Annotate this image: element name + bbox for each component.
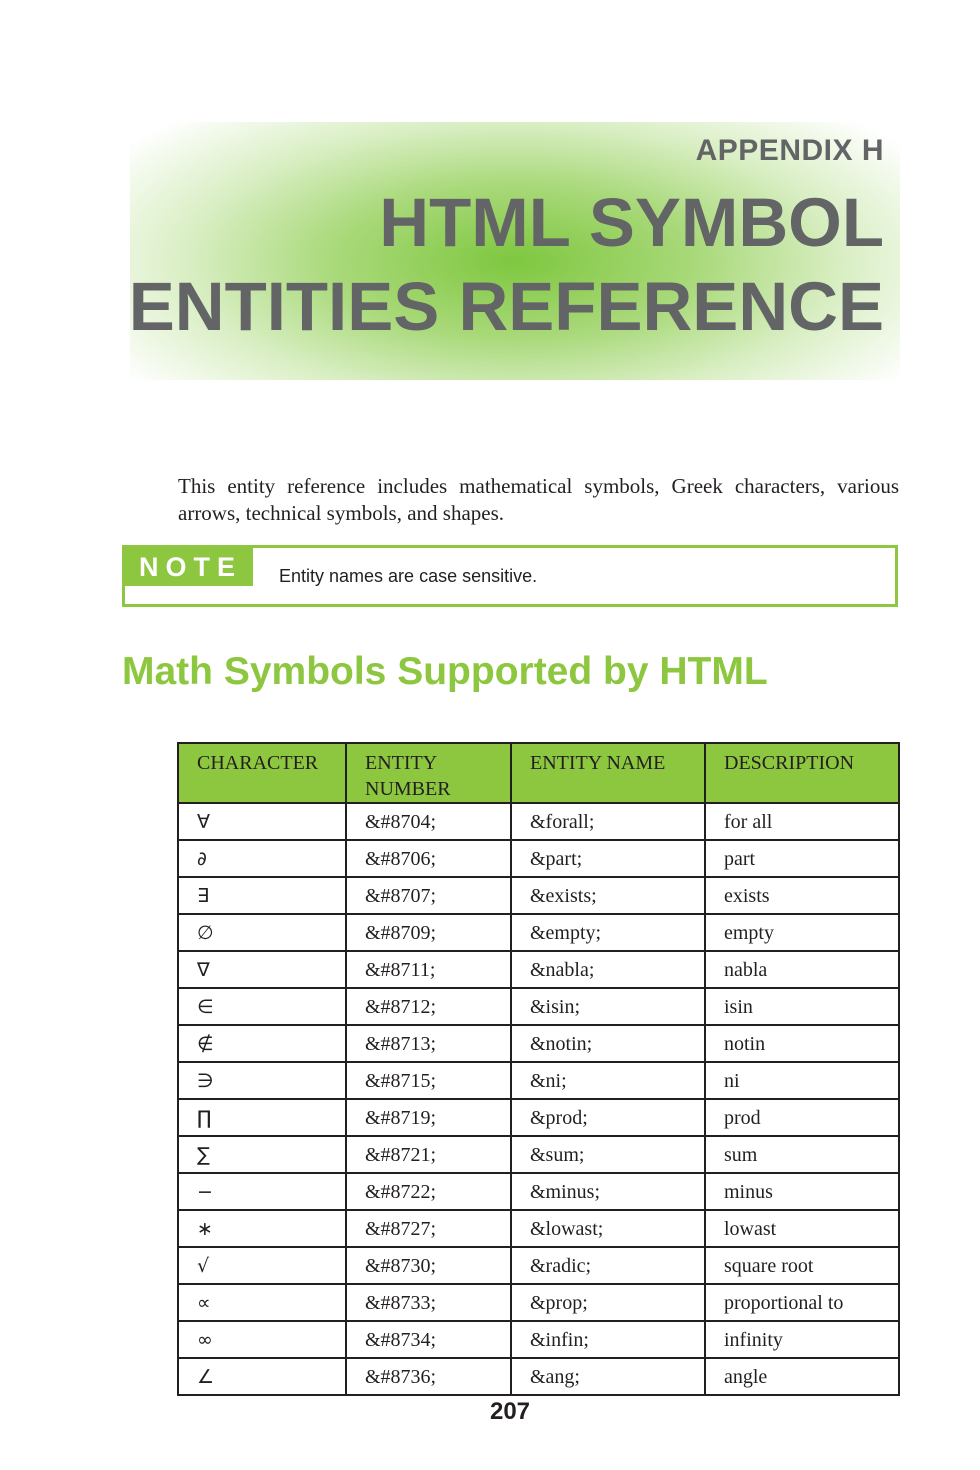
symbol-cell: ∃ <box>178 877 346 914</box>
entity-name-cell: &ni; <box>511 1062 705 1099</box>
entity-number-cell: &#8727; <box>346 1210 511 1247</box>
entity-number-cell: &#8704; <box>346 803 511 840</box>
description-cell: prod <box>705 1099 899 1136</box>
column-header-character: CHARACTER <box>178 743 346 803</box>
note-text: Entity names are case sensitive. <box>279 566 538 586</box>
table-row <box>178 1099 899 1136</box>
entity-number-cell: &#8722; <box>346 1173 511 1210</box>
description-cell: square root <box>705 1247 899 1284</box>
symbol-cell: ∏ <box>178 1099 346 1136</box>
table-body <box>178 803 899 1395</box>
entity-name-cell: &prod; <box>511 1099 705 1136</box>
entity-name-cell: &empty; <box>511 914 705 951</box>
intro-paragraph: This entity reference includes mathematical symbols, Greek characters, various arrows, technical symbols, and shapes. <box>178 474 899 525</box>
symbol-cell: ∋ <box>178 1062 346 1099</box>
entity-number-cell: &#8733; <box>346 1284 511 1321</box>
page-number: 207 <box>489 1398 531 1425</box>
table-row <box>178 1173 899 1210</box>
symbol-cell: √ <box>178 1247 346 1284</box>
description-cell: lowast <box>705 1210 899 1247</box>
page-title-line-2: ENTITIES REFERENCE <box>128 268 884 345</box>
table-row <box>178 840 899 877</box>
entity-name-cell: &radic; <box>511 1247 705 1284</box>
description-cell: part <box>705 840 899 877</box>
entity-number-cell: &#8707; <box>346 877 511 914</box>
math-symbols-table <box>177 742 900 1396</box>
symbol-cell: ∉ <box>178 1025 346 1062</box>
description-cell: infinity <box>705 1321 899 1358</box>
description-cell: sum <box>705 1136 899 1173</box>
symbol-cell: ∈ <box>178 988 346 1025</box>
appendix-label: APPENDIX H <box>695 134 884 167</box>
entity-name-cell: &prop; <box>511 1284 705 1321</box>
entity-name-cell: &infin; <box>511 1321 705 1358</box>
entity-number-cell: &#8706; <box>346 840 511 877</box>
entity-name-cell: &notin; <box>511 1025 705 1062</box>
entity-name-cell: &minus; <box>511 1173 705 1210</box>
table-row <box>178 914 899 951</box>
table-row <box>178 803 899 840</box>
table-row <box>178 988 899 1025</box>
entity-name-cell: &lowast; <box>511 1210 705 1247</box>
entity-number-cell: &#8715; <box>346 1062 511 1099</box>
entity-number-cell: &#8709; <box>346 914 511 951</box>
column-header-entity-name: ENTITY NAME <box>511 743 705 803</box>
description-cell: exists <box>705 877 899 914</box>
table-row <box>178 1358 899 1395</box>
description-cell: angle <box>705 1358 899 1395</box>
description-cell: ni <box>705 1062 899 1099</box>
table-row <box>178 1062 899 1099</box>
description-cell: minus <box>705 1173 899 1210</box>
table-row <box>178 877 899 914</box>
symbol-cell: ∀ <box>178 803 346 840</box>
table-row <box>178 1284 899 1321</box>
description-cell: empty <box>705 914 899 951</box>
description-cell: for all <box>705 803 899 840</box>
note-label: NOTE <box>125 548 253 586</box>
entity-number-cell: &#8721; <box>346 1136 511 1173</box>
entity-number-cell: &#8730; <box>346 1247 511 1284</box>
entity-number-cell: &#8711; <box>346 951 511 988</box>
entity-number-cell: &#8712; <box>346 988 511 1025</box>
table-row <box>178 1136 899 1173</box>
entity-name-cell: &ang; <box>511 1358 705 1395</box>
symbol-cell: ∇ <box>178 951 346 988</box>
column-header-description: DESCRIPTION <box>705 743 899 803</box>
description-cell: nabla <box>705 951 899 988</box>
description-cell: notin <box>705 1025 899 1062</box>
entity-number-cell: &#8734; <box>346 1321 511 1358</box>
table-header-row <box>178 743 899 803</box>
note-box <box>122 545 898 607</box>
symbol-cell: − <box>178 1173 346 1210</box>
symbol-cell: ∞ <box>178 1321 346 1358</box>
symbol-cell: ∝ <box>178 1284 346 1321</box>
entity-name-cell: &exists; <box>511 877 705 914</box>
entity-number-cell: &#8736; <box>346 1358 511 1395</box>
page-title-line-1: HTML SYMBOL <box>379 184 884 261</box>
table-row <box>178 1025 899 1062</box>
description-cell: isin <box>705 988 899 1025</box>
table-row <box>178 1247 899 1284</box>
column-header-entity-number <box>346 743 511 803</box>
description-cell: proportional to <box>705 1284 899 1321</box>
symbol-cell: ∂ <box>178 840 346 877</box>
column-header-entity-number-text: ENTITY NUMBER <box>365 752 451 800</box>
symbol-cell: ∑ <box>178 1136 346 1173</box>
table-row <box>178 1321 899 1358</box>
table-row <box>178 951 899 988</box>
entity-name-cell: &forall; <box>511 803 705 840</box>
table-row <box>178 1210 899 1247</box>
entity-name-cell: &sum; <box>511 1136 705 1173</box>
entity-name-cell: &isin; <box>511 988 705 1025</box>
entity-name-cell: &part; <box>511 840 705 877</box>
symbol-cell: ∗ <box>178 1210 346 1247</box>
entity-number-cell: &#8719; <box>346 1099 511 1136</box>
section-heading: Math Symbols Supported by HTML <box>122 650 768 693</box>
symbol-cell: ∅ <box>178 914 346 951</box>
symbol-cell: ∠ <box>178 1358 346 1395</box>
entity-name-cell: &nabla; <box>511 951 705 988</box>
entity-number-cell: &#8713; <box>346 1025 511 1062</box>
